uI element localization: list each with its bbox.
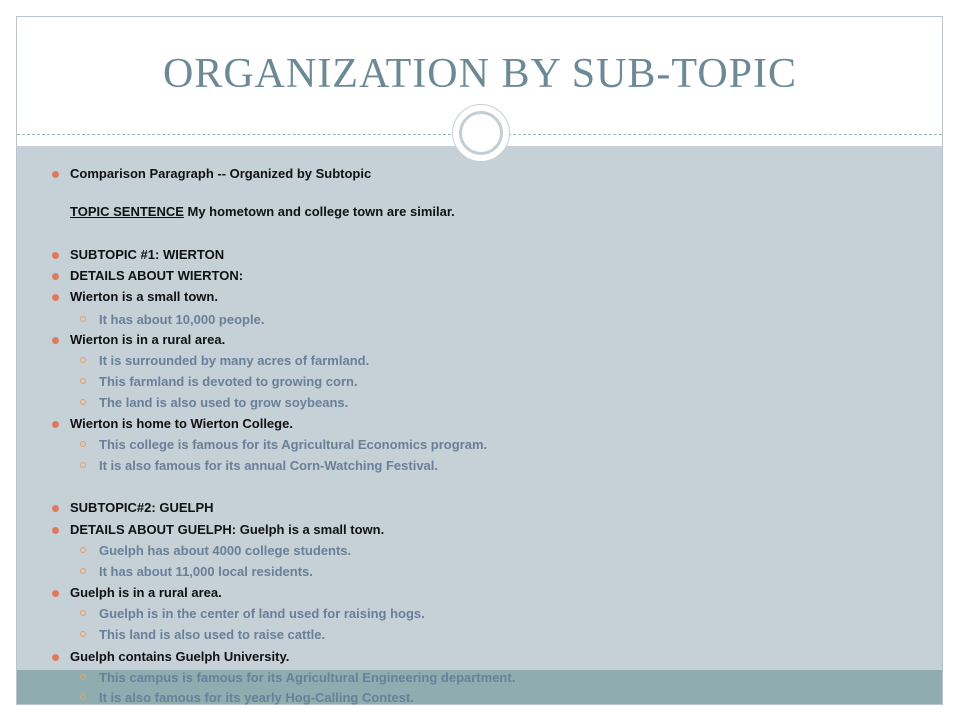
ring-bullet-icon bbox=[80, 378, 86, 384]
slide-title: ORGANIZATION BY SUB-TOPIC bbox=[162, 51, 798, 97]
ring-bullet-icon bbox=[80, 568, 86, 574]
bullet-dot-icon bbox=[52, 337, 59, 344]
bullet-dot-icon bbox=[52, 171, 59, 178]
bullet-dot-icon bbox=[52, 654, 59, 661]
bullet-dot-icon bbox=[52, 527, 59, 534]
circle-ornament-ring bbox=[459, 111, 503, 155]
bullet-dot-icon bbox=[52, 294, 59, 301]
bullet-dot-icon bbox=[52, 421, 59, 428]
bullet-dot-icon bbox=[52, 590, 59, 597]
topic-sentence-text: My hometown and college town are similar. bbox=[183, 204, 455, 219]
ring-bullet-icon bbox=[80, 462, 86, 468]
ring-bullet-icon bbox=[80, 631, 86, 637]
ring-bullet-icon bbox=[80, 674, 86, 680]
ring-bullet-icon bbox=[80, 441, 86, 447]
ring-bullet-icon bbox=[80, 399, 86, 405]
ring-bullet-icon bbox=[80, 694, 86, 700]
bullet-dot-icon bbox=[52, 505, 59, 512]
topic-sentence-label: TOPIC SENTENCE bbox=[70, 204, 184, 219]
ring-bullet-icon bbox=[80, 547, 86, 553]
bullet-dot-icon bbox=[52, 252, 59, 259]
ring-bullet-icon bbox=[80, 610, 86, 616]
bullet-dot-icon bbox=[52, 273, 59, 280]
ring-bullet-icon bbox=[80, 357, 86, 363]
ring-bullet-icon bbox=[80, 316, 86, 322]
